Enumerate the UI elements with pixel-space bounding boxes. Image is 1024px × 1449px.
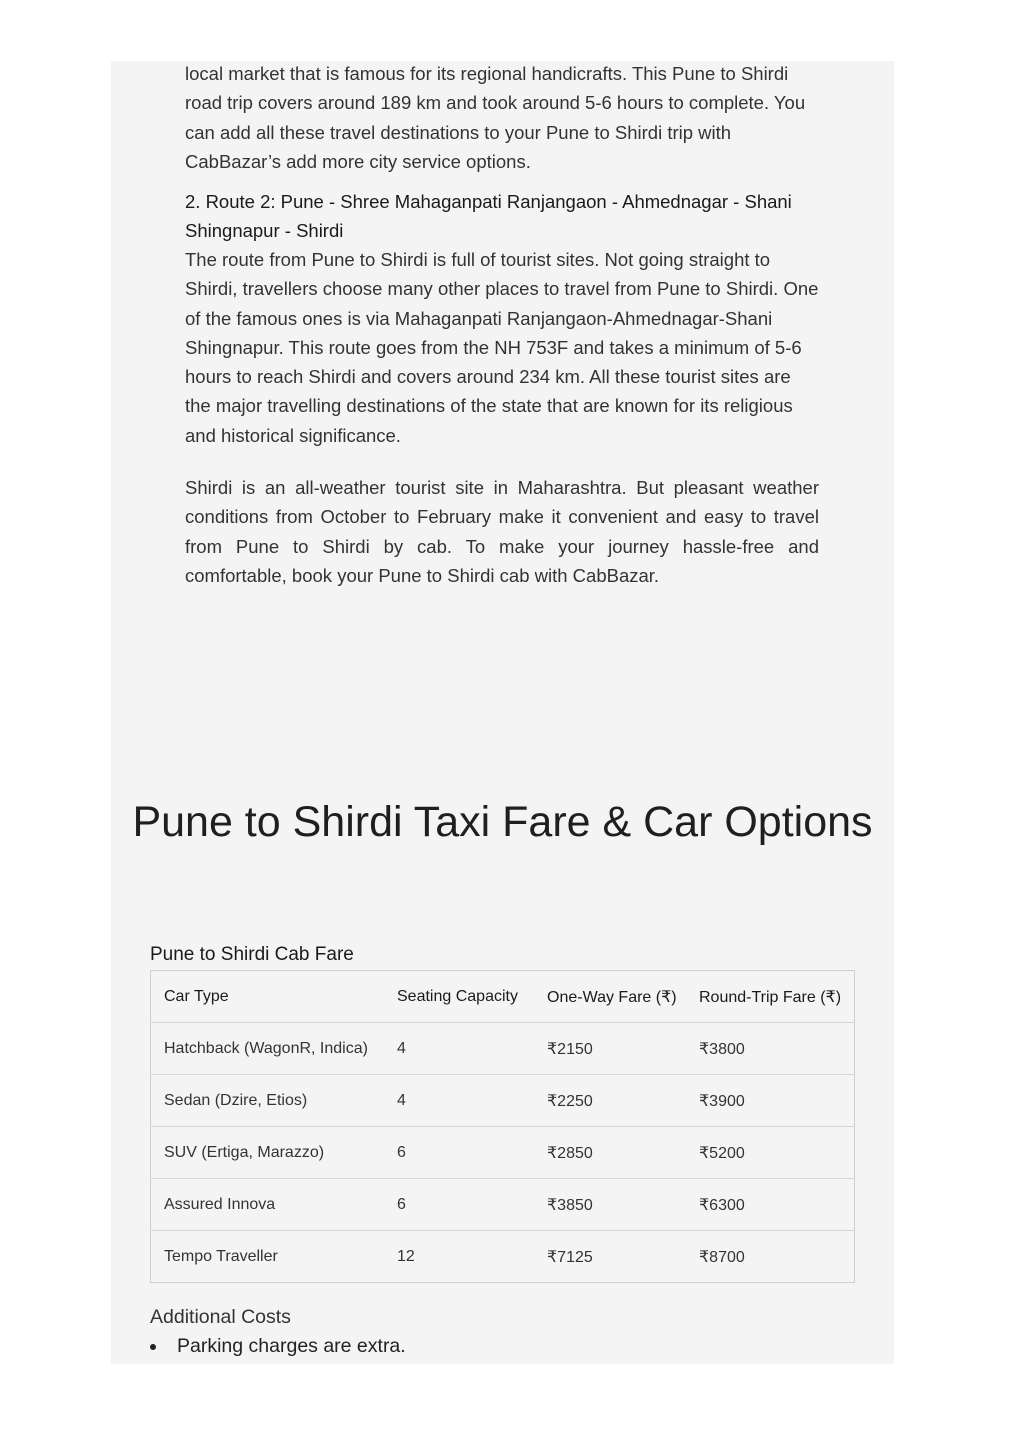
table-row [151, 1179, 855, 1231]
route-2-text: The route from Pune to Shirdi is full of tourist sites. Not going straight to Shirdi, travellers choose many other places to travel from Pune to Shirdi. One of the famous ones is via Mahaganpati Ranjangaon-Ahmednagar-Shani Shingnapur. This route goes from the NH 753F and takes a minimum of 5-6 hours to reach Shirdi and covers around 234 km. All these tourist sites are the major travelling destinations of the state that are known for its religious and historical significance. [185, 249, 819, 446]
cell-seating: 12 [397, 1247, 415, 1265]
cell-round-trip: ₹3900 [686, 1075, 855, 1127]
cell-one-way: ₹3850 [534, 1179, 686, 1231]
cell-car-type: Sedan (Dzire, Etios) [151, 1075, 385, 1127]
cell-one-way: ₹2850 [534, 1127, 686, 1179]
cell-car-type: Tempo Traveller [164, 1247, 278, 1265]
cell-round-trip: ₹6300 [686, 1179, 855, 1231]
closing-text: Shirdi is an all-weather tourist site in Maharashtra. But pleasant weather conditions from October to February make it convenient and easy to travel from Pune to Shirdi by cab. To make your journey hassle-free and comfortable, book your Pune to Shirdi cab with CabBazar. [185, 477, 819, 586]
intro-paragraph [185, 59, 819, 176]
route-2-heading [185, 187, 819, 246]
cell-seating: 4 [384, 1023, 534, 1075]
cell-seating: 6 [384, 1127, 534, 1179]
cell-one-way: ₹2150 [534, 1023, 686, 1075]
header-car-type: Car Type [151, 971, 385, 1023]
list-item-text: Parking charges are extra. [177, 1335, 406, 1357]
route-2-paragraph [185, 245, 819, 450]
cell-seating: 6 [384, 1179, 534, 1231]
cell-round-trip: ₹3800 [686, 1023, 855, 1075]
fare-table-caption: Pune to Shirdi Cab Fare [150, 944, 354, 965]
header-one-way-fare: One-Way Fare (₹) [534, 971, 686, 1023]
table-row [151, 1231, 855, 1283]
fare-section-title: Pune to Shirdi Taxi Fare & Car Options [132, 798, 873, 846]
closing-paragraph [185, 473, 819, 590]
fare-table [150, 970, 855, 1283]
cell-car-type: Assured Innova [151, 1179, 385, 1231]
cell-car-type: SUV (Ertiga, Marazzo) [151, 1127, 385, 1179]
cell-one-way: ₹7125 [547, 1248, 593, 1266]
cell-seating: 4 [384, 1075, 534, 1127]
bullet-icon [150, 1344, 156, 1350]
header-seating-capacity: Seating Capacity [384, 971, 534, 1023]
cell-one-way: ₹2250 [534, 1075, 686, 1127]
cell-round-trip: ₹8700 [699, 1248, 745, 1266]
cell-round-trip: ₹5200 [686, 1127, 855, 1179]
additional-costs-heading: Additional Costs [150, 1306, 291, 1328]
route-2-heading-text: 2. Route 2: Pune - Shree Mahaganpati Ranjangaon - Ahmednagar - Shani Shingnapur - Shirdi [185, 191, 792, 242]
table-row [151, 1023, 855, 1075]
additional-costs-list [150, 1332, 406, 1361]
table-header-row [151, 971, 855, 1023]
list-item [150, 1332, 406, 1361]
table-row [151, 1075, 855, 1127]
table-row [151, 1127, 855, 1179]
intro-text: local market that is famous for its regional handicrafts. This Pune to Shirdi road trip covers around 189 km and took around 5-6 hours to complete. You can add all these travel destinations to your Pune to Shirdi trip with CabBazar’s add more city service options. [185, 63, 806, 172]
header-round-trip-fare: Round-Trip Fare (₹) [686, 971, 855, 1023]
cell-car-type: Hatchback (WagonR, Indica) [151, 1023, 385, 1075]
